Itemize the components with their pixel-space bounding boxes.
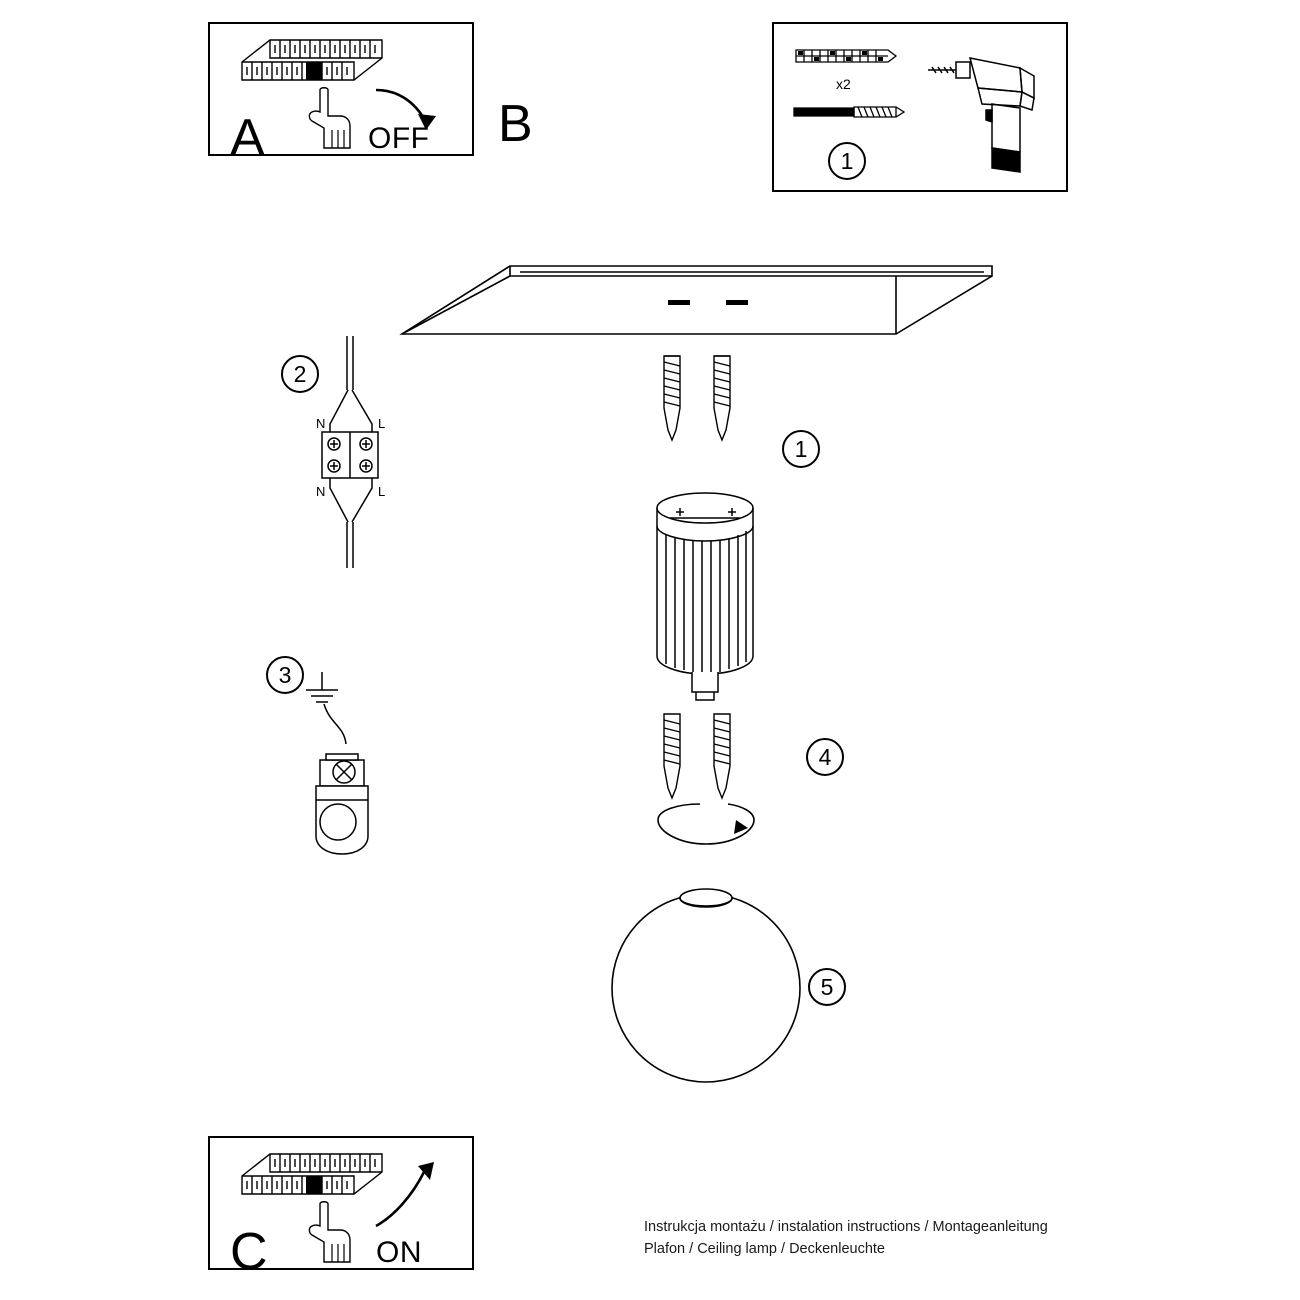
arrow-curve-up-icon — [368, 1160, 444, 1230]
lamp-body-cylinder — [640, 486, 770, 702]
hand-pointing-icon — [294, 1200, 364, 1266]
panel-b-letter: B — [498, 95, 533, 153]
step-circle-1 — [782, 430, 820, 468]
tools-quantity-label: x2 — [836, 76, 851, 92]
tools-step-circle — [828, 142, 866, 180]
panel-c-state-label: ON — [376, 1236, 422, 1269]
footer-caption — [644, 1216, 1164, 1261]
ceiling-mounting-plate — [396, 252, 1006, 352]
footer-line-2: Plafon / Ceiling lamp / Deckenleuchte — [644, 1241, 885, 1258]
step-circle-3 — [266, 656, 304, 694]
terminal-label-n-bottom: N — [316, 484, 326, 499]
step-circle-4 — [806, 738, 844, 776]
step-number-5: 5 — [820, 973, 834, 1000]
step-number-2: 2 — [293, 360, 307, 387]
step-number-1: 1 — [794, 435, 808, 462]
panel-tools — [772, 22, 1068, 192]
glass-globe-shade — [596, 876, 816, 1096]
panel-c-letter: C — [230, 1223, 268, 1281]
terminal-label-l-top: L — [378, 416, 386, 431]
terminal-label-n-top: N — [316, 416, 326, 431]
hand-pointing-icon — [294, 86, 364, 152]
earth-ground-connection-diagram — [300, 664, 400, 864]
panel-a-letter: A — [230, 109, 265, 167]
tools-step-number: 1 — [840, 147, 854, 174]
step-number-3: 3 — [278, 661, 292, 688]
panel-a — [208, 22, 474, 167]
step-number-4: 4 — [818, 743, 832, 770]
panel-c — [208, 1136, 474, 1281]
terminal-label-l-bottom: L — [378, 484, 386, 499]
ceiling-screws-pair — [652, 352, 756, 448]
lamp-fixing-screws-pair — [652, 710, 756, 806]
wall-plug-icon — [792, 42, 912, 70]
footer-line-1: Instrukcja montażu / instalation instructions / Montageanleitung — [644, 1219, 1048, 1235]
wire-terminal-block-diagram — [300, 332, 410, 572]
step-circle-5 — [808, 968, 846, 1006]
rotate-arrow-icon — [650, 804, 760, 860]
screw-icon — [792, 102, 912, 122]
power-drill-icon — [922, 48, 1054, 180]
panel-a-state-label: OFF — [368, 122, 430, 155]
